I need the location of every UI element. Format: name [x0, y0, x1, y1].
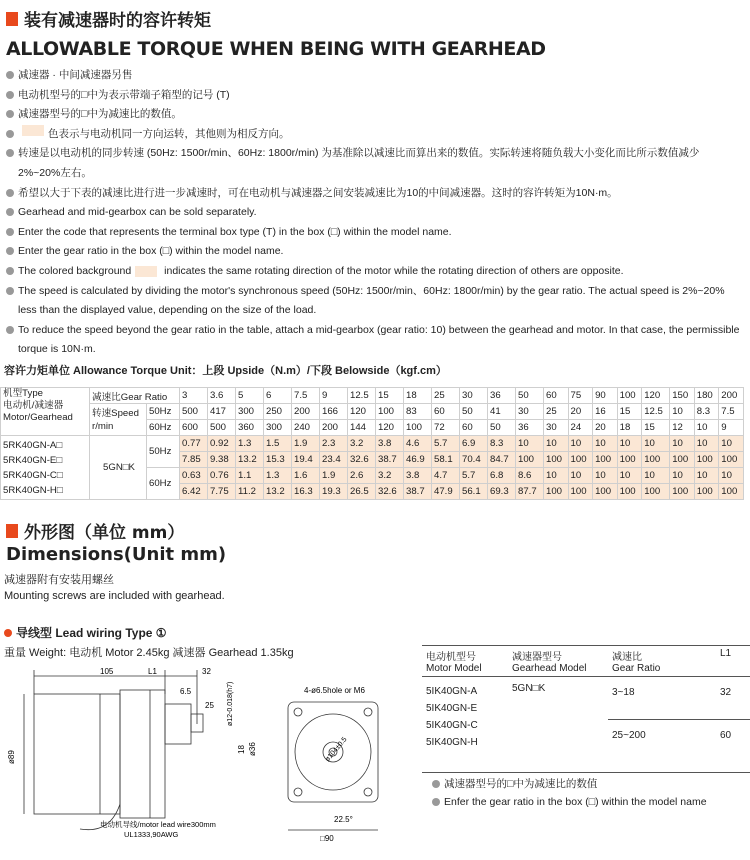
h-motor-cn: 电动机型号	[426, 652, 476, 663]
torque-value: 11.2	[236, 484, 264, 500]
hz-label: 50Hz	[147, 404, 180, 420]
torque-value: 7.85	[180, 452, 208, 468]
ul-label: UL1333,90AWG	[124, 830, 179, 839]
torque-value: 3.8	[376, 436, 404, 452]
bullet-icon	[6, 91, 14, 99]
torque-value: 10	[617, 468, 642, 484]
speed-value: 200	[292, 404, 320, 420]
speed-value: 240	[292, 420, 320, 436]
motor-model: 5IK40GN-H	[426, 737, 478, 748]
ratio-range: 3~18	[612, 687, 635, 698]
bullet-icon	[6, 189, 14, 197]
dim-l1: L1	[148, 667, 157, 676]
torque-value: 4.6	[404, 436, 432, 452]
hz-label: 60Hz	[147, 468, 180, 500]
torque-value: 0.77	[180, 436, 208, 452]
note-text: indicates the same rotating direction of the motor while the rotating direction of others are opposite.	[161, 264, 624, 277]
angle-label: 22.5°	[334, 815, 353, 824]
model-name: 5RK40GN-E□	[3, 454, 63, 466]
speed-header	[90, 404, 147, 436]
torque-value: 10	[719, 468, 744, 484]
torque-value: 100	[568, 452, 593, 468]
ratio-value: 50	[516, 388, 544, 404]
note-item: 电动机型号的□中为表示带端子箱型的记号 (T)	[2, 86, 744, 106]
torque-value: 10	[568, 436, 593, 452]
speed-value: 144	[348, 420, 376, 436]
torque-value: 3.8	[404, 468, 432, 484]
torque-value: 100	[568, 484, 593, 500]
speed-value: 12.5	[642, 404, 670, 420]
torque-value: 100	[670, 484, 695, 500]
torque-value: 6.42	[180, 484, 208, 500]
dim-25: 25	[205, 701, 214, 710]
weight-text: 重量 Weight: 电动机 Motor 2.45kg 减速器 Gearhead 1.35kg	[4, 647, 294, 659]
ratio-value: 100	[617, 388, 642, 404]
speed-value: 360	[236, 420, 264, 436]
torque-value: 5.7	[460, 468, 488, 484]
ratio-value: 18	[404, 388, 432, 404]
dim-89: ø89	[7, 750, 16, 764]
hz-label: 60Hz	[147, 420, 180, 436]
torque-value: 1.5	[264, 436, 292, 452]
bullet-icon	[6, 326, 14, 334]
ratio-value: 15	[376, 388, 404, 404]
dim-105: 105	[100, 667, 114, 676]
dim-6-5: 6.5	[180, 687, 192, 696]
bullet-icon	[6, 149, 14, 157]
torque-value: 47.9	[432, 484, 460, 500]
torque-value: 4.7	[432, 468, 460, 484]
pcd-label: ø104±0.5	[324, 736, 349, 764]
header-text: 转速Speed	[92, 407, 139, 419]
dim-18: 18	[237, 745, 246, 754]
h-ratio-cn: 减速比	[612, 652, 642, 663]
ratio-range: 25~200	[612, 730, 646, 741]
speed-value: 50	[488, 420, 516, 436]
section2-title-en: Dimensions(Unit mm)	[6, 544, 227, 565]
speed-value: 120	[348, 404, 376, 420]
torque-value: 8.3	[488, 436, 516, 452]
torque-value: 6.8	[488, 468, 516, 484]
torque-value: 100	[694, 452, 719, 468]
bullet-icon	[6, 208, 14, 216]
speed-value: 8.3	[694, 404, 719, 420]
torque-value: 10	[642, 468, 670, 484]
table-row	[1, 436, 744, 452]
torque-value: 58.1	[432, 452, 460, 468]
bullet-icon	[6, 287, 14, 295]
bullet-icon	[6, 267, 14, 275]
torque-value: 100	[593, 452, 618, 468]
torque-value: 10	[544, 468, 569, 484]
torque-value: 5.7	[432, 436, 460, 452]
torque-value: 3.2	[348, 436, 376, 452]
l1-value: 32	[720, 687, 732, 698]
gearhead-note-en: Mounting screws are included with gearhead.	[4, 590, 225, 602]
note-item	[2, 262, 744, 282]
ratio-value: 36	[488, 388, 516, 404]
torque-value: 38.7	[404, 484, 432, 500]
gear-model: 5GN□K	[512, 683, 546, 694]
speed-value: 15	[617, 404, 642, 420]
torque-value: 1.3	[236, 436, 264, 452]
dim-shaft: ø12-0.018(h7)	[227, 681, 234, 726]
note-item: 转速是以电动机的同步转速 (50Hz: 1500r/min、60Hz: 1800r/min) 为基准除以减速比而算出来的数值。实际转速将随负载大小变化而比所示数值减少 2%~20%左右。	[2, 144, 744, 183]
ratio-value: 180	[694, 388, 719, 404]
torque-value: 100	[719, 452, 744, 468]
torque-value: 9.38	[208, 452, 236, 468]
header-text: 电动机/减速器	[3, 400, 64, 411]
speed-value: 10	[670, 404, 695, 420]
torque-value: 2.6	[348, 468, 376, 484]
speed-value: 36	[516, 420, 544, 436]
bullet-icon	[432, 798, 440, 806]
torque-table	[0, 387, 744, 500]
torque-value: 1.9	[292, 436, 320, 452]
torque-value: 19.4	[292, 452, 320, 468]
ratio-value: 9	[320, 388, 348, 404]
header-text: Motor/Gearhead	[3, 412, 73, 423]
speed-value: 20	[593, 420, 618, 436]
speed-value: 300	[264, 420, 292, 436]
note-item: 色表示与电动机同一方向运转，其他则为相反方向。	[2, 125, 744, 145]
note-item: Enter the code that represents the terminal box type (T) in the box (□) within the model name.	[2, 223, 744, 243]
gearhead-cell: 5GN□K	[90, 436, 147, 500]
note-item: 希望以大于下表的减速比进行进一步减速时，可在电动机与减速器之间安装减速比为10的中间减速器。这时的容许转矩为10N·m。	[2, 184, 744, 204]
torque-value: 100	[694, 484, 719, 500]
torque-value: 10	[642, 436, 670, 452]
torque-value: 10	[670, 436, 695, 452]
bullet-icon	[4, 629, 12, 637]
motor-model: 5IK40GN-C	[426, 720, 478, 731]
torque-value: 70.4	[460, 452, 488, 468]
torque-value: 10	[670, 468, 695, 484]
speed-value: 30	[516, 404, 544, 420]
torque-value: 0.76	[208, 468, 236, 484]
note-colored-bg	[18, 262, 624, 282]
model-name: 5RK40GN-H□	[3, 484, 63, 496]
torque-value: 84.7	[488, 452, 516, 468]
torque-value: 32.6	[348, 452, 376, 468]
torque-value: 6.9	[460, 436, 488, 452]
table-caption: 容许力矩单位 Allowance Torque Unit：上段 Upside（N.m）/下段 Belowside（kgf.cm）	[4, 365, 447, 377]
table-row	[1, 404, 744, 420]
speed-value: 72	[432, 420, 460, 436]
note-item: 减速器型号的□中为减速比的数值。	[2, 105, 744, 125]
speed-value: 120	[376, 420, 404, 436]
torque-value: 100	[719, 484, 744, 500]
torque-value: 13.2	[236, 452, 264, 468]
h-gear-cn: 减速器型号	[512, 652, 562, 663]
torque-value: 100	[544, 452, 569, 468]
torque-value: 100	[642, 452, 670, 468]
dim-32: 32	[202, 667, 211, 676]
torque-value: 3.2	[376, 468, 404, 484]
accent-square	[6, 524, 18, 538]
torque-value: 16.3	[292, 484, 320, 500]
ratio-value: 30	[460, 388, 488, 404]
torque-value: 10	[593, 468, 618, 484]
h-gear-en: Gearhead Model	[512, 663, 587, 674]
speed-value: 250	[264, 404, 292, 420]
gearhead-note-cn: 减速器附有安装用螺丝	[4, 574, 114, 586]
table-row	[1, 388, 744, 404]
bullet-icon	[6, 228, 14, 236]
note-item: The speed is calculated by dividing the motor's synchronous speed (50Hz: 1500r/min、60Hz: 1800r/min) by the gear ratio. The actual speed is 2%~20% less than the displayed value, depending on the size of the load.	[2, 282, 744, 321]
speed-value: 7.5	[719, 404, 744, 420]
bullet-icon	[432, 780, 440, 788]
h-ratio-en: Gear Ratio	[612, 663, 661, 674]
hole-label: 4-ø6.5hole or M6	[304, 686, 365, 695]
wire-label: 电动机导线/motor lead wire300mm	[100, 820, 216, 829]
section-title-en: ALLOWABLE TORQUE WHEN BEING WITH GEARHEAD	[6, 38, 546, 60]
note-item: Gearhead and mid-gearbox can be sold separately.	[2, 203, 744, 223]
torque-value: 1.6	[292, 468, 320, 484]
color-swatch	[135, 266, 157, 277]
ratio-value: 60	[544, 388, 569, 404]
torque-value: 10	[544, 436, 569, 452]
speed-value: 300	[236, 404, 264, 420]
speed-value: 30	[544, 420, 569, 436]
speed-value: 20	[568, 404, 593, 420]
speed-value: 83	[404, 404, 432, 420]
note-item: To reduce the speed beyond the gear ratio in the table, attach a mid-gearbox (gear ratio: 10) between the gearhead and motor. In that case, the permissible torque is 10N·m.	[2, 321, 744, 360]
note-item: Enter the gear ratio in the box (□) within the model name.	[2, 242, 744, 262]
torque-value: 8.6	[516, 468, 544, 484]
speed-value: 500	[208, 420, 236, 436]
l1-value: 60	[720, 730, 732, 741]
torque-value: 32.6	[376, 484, 404, 500]
torque-value: 87.7	[516, 484, 544, 500]
torque-value: 1.3	[264, 468, 292, 484]
accent-square	[6, 12, 18, 26]
speed-value: 50	[460, 404, 488, 420]
speed-value: 9	[719, 420, 744, 436]
ratio-value: 12.5	[348, 388, 376, 404]
torque-value: 10	[719, 436, 744, 452]
speed-value: 24	[568, 420, 593, 436]
model-note-cn: 减速器型号的□中为减速比的数值	[428, 776, 597, 791]
torque-value: 100	[617, 484, 642, 500]
model-table	[422, 645, 750, 773]
torque-value: 1.9	[320, 468, 348, 484]
bullet-icon	[6, 110, 14, 118]
torque-value: 0.92	[208, 436, 236, 452]
torque-value: 13.2	[264, 484, 292, 500]
torque-value: 69.3	[488, 484, 516, 500]
ratio-value: 75	[568, 388, 593, 404]
ratio-value: 6	[264, 388, 292, 404]
h-l1: L1	[720, 648, 732, 659]
side-view-drawing	[0, 664, 275, 844]
speed-value: 166	[320, 404, 348, 420]
h-motor-en: Motor Model	[426, 663, 482, 674]
header-text: 机型Type	[3, 388, 43, 399]
type-header	[1, 388, 90, 436]
speed-value: 16	[593, 404, 618, 420]
motor-model: 5IK40GN-A	[426, 686, 478, 697]
bullet-icon	[6, 130, 14, 138]
model-name: 5RK40GN-A□	[3, 439, 63, 451]
speed-value: 600	[180, 420, 208, 436]
lead-wiring-title: 导线型 Lead wiring Type ①	[4, 624, 167, 641]
torque-value: 10	[694, 436, 719, 452]
torque-value: 1.1	[236, 468, 264, 484]
torque-value: 19.3	[320, 484, 348, 500]
ratio-value: 150	[670, 388, 695, 404]
torque-value: 38.7	[376, 452, 404, 468]
torque-value: 2.3	[320, 436, 348, 452]
speed-value: 60	[460, 420, 488, 436]
torque-value: 10	[617, 436, 642, 452]
torque-value: 26.5	[348, 484, 376, 500]
torque-value: 100	[593, 484, 618, 500]
ratio-value: 90	[593, 388, 618, 404]
speed-value: 417	[208, 404, 236, 420]
torque-value: 15.3	[264, 452, 292, 468]
speed-value: 18	[617, 420, 642, 436]
header-text: r/min	[92, 420, 114, 432]
torque-value: 100	[670, 452, 695, 468]
model-name: 5RK40GN-C□	[3, 469, 63, 481]
ratio-value: 25	[432, 388, 460, 404]
speed-value: 10	[694, 420, 719, 436]
torque-value: 10	[568, 468, 593, 484]
section-title-cn: 装有减速器时的容许转矩	[6, 6, 211, 31]
model-cell	[1, 436, 90, 500]
torque-value: 100	[544, 484, 569, 500]
notes-list	[2, 66, 744, 360]
section2-title-cn: 外形图（单位 mm）	[6, 518, 184, 543]
torque-value: 10	[593, 436, 618, 452]
square-90-label: □90	[320, 834, 334, 843]
ratio-value: 3.6	[208, 388, 236, 404]
torque-value: 23.4	[320, 452, 348, 468]
torque-value: 46.9	[404, 452, 432, 468]
model-note-en: Enfer the gear ratio in the box (□) within the model name	[428, 796, 707, 808]
ratio-value: 7.5	[292, 388, 320, 404]
bullet-icon	[6, 71, 14, 79]
speed-value: 200	[320, 420, 348, 436]
front-view-drawing	[276, 680, 400, 848]
torque-value: 10	[516, 436, 544, 452]
note-item: 减速器 · 中间减速器另售	[2, 66, 744, 86]
torque-value: 10	[694, 468, 719, 484]
speed-value: 100	[404, 420, 432, 436]
speed-value: 15	[642, 420, 670, 436]
speed-value: 60	[432, 404, 460, 420]
dim-36: ø36	[248, 742, 257, 756]
hz-label: 50Hz	[147, 436, 180, 468]
bullet-icon	[6, 247, 14, 255]
torque-value: 56.1	[460, 484, 488, 500]
speed-value: 12	[670, 420, 695, 436]
ratio-value: 200	[719, 388, 744, 404]
torque-value: 100	[516, 452, 544, 468]
ratio-value: 120	[642, 388, 670, 404]
torque-value: 100	[642, 484, 670, 500]
speed-value: 25	[544, 404, 569, 420]
ratio-header: 减速比Gear Ratio	[90, 388, 180, 404]
note-text: The colored background	[18, 264, 132, 277]
speed-value: 500	[180, 404, 208, 420]
motor-model: 5IK40GN-E	[426, 703, 478, 714]
ratio-value: 5	[236, 388, 264, 404]
torque-value: 7.75	[208, 484, 236, 500]
speed-value: 41	[488, 404, 516, 420]
torque-value: 100	[617, 452, 642, 468]
color-swatch	[22, 125, 44, 136]
ratio-value: 3	[180, 388, 208, 404]
torque-value: 0.63	[180, 468, 208, 484]
speed-value: 100	[376, 404, 404, 420]
